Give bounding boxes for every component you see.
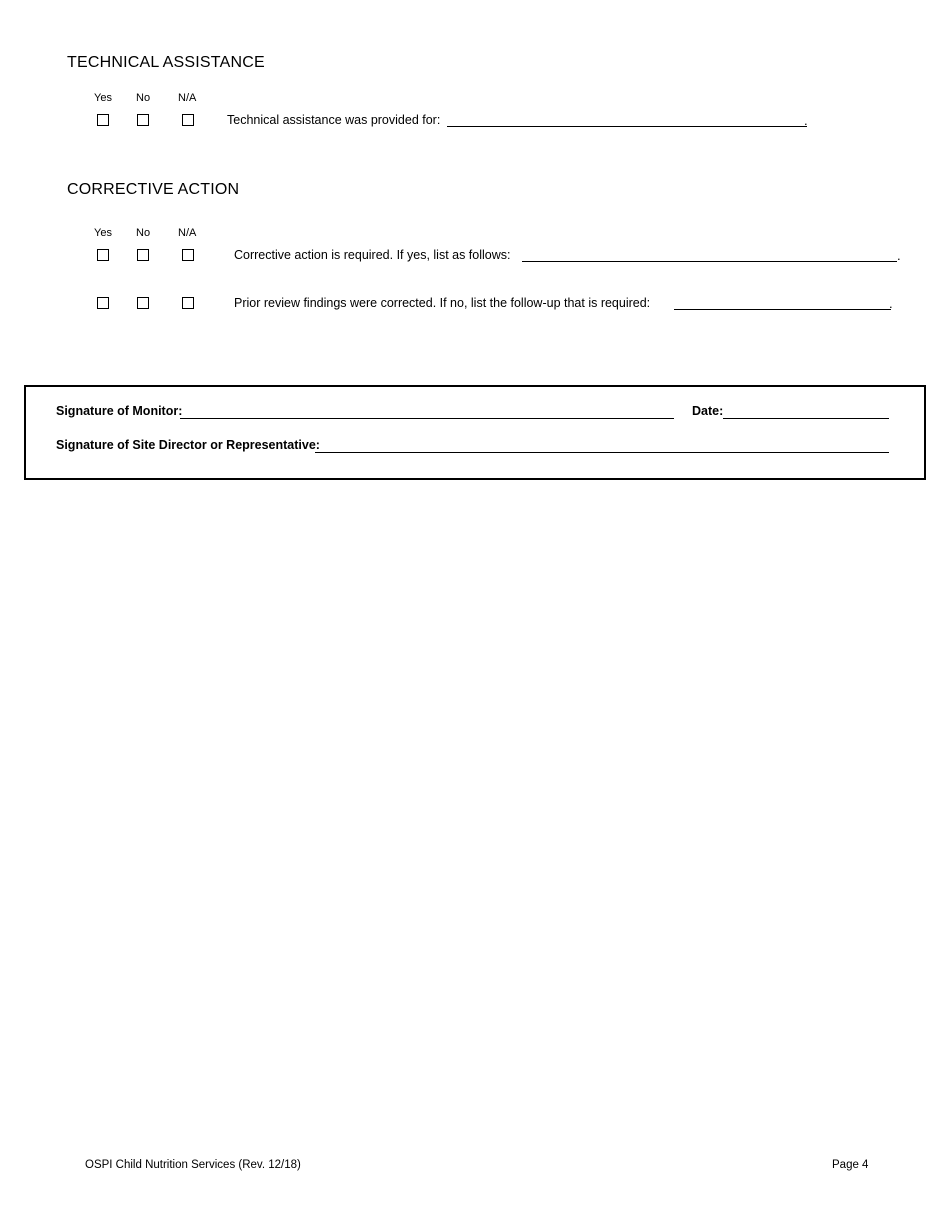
technical-assistance-na-checkbox[interactable] bbox=[182, 114, 194, 126]
corrective-action-required-na-checkbox[interactable] bbox=[182, 249, 194, 261]
column-label-yes: Yes bbox=[94, 92, 112, 104]
column-label-yes: Yes bbox=[94, 227, 112, 239]
monitor-signature-line[interactable] bbox=[180, 405, 674, 419]
prior-findings-corrected-question: Prior review findings were corrected. If no, list the follow-up that is required: bbox=[234, 296, 651, 310]
prior-findings-corrected-yes-checkbox[interactable] bbox=[97, 297, 109, 309]
column-label-na: N/A bbox=[178, 92, 197, 104]
technical-assistance-yes-checkbox[interactable] bbox=[97, 114, 109, 126]
technical-assistance-terminator: . bbox=[804, 113, 808, 128]
corrective-action-required-terminator: . bbox=[897, 248, 901, 263]
corrective-action-required-yes-checkbox[interactable] bbox=[97, 249, 109, 261]
date-label: Date: bbox=[692, 404, 724, 418]
technical-assistance-answer-line[interactable] bbox=[447, 113, 807, 127]
date-line[interactable] bbox=[723, 405, 889, 419]
prior-findings-corrected-no-checkbox[interactable] bbox=[137, 297, 149, 309]
column-label-no: No bbox=[136, 227, 151, 239]
corrective-action-required-no-checkbox[interactable] bbox=[137, 249, 149, 261]
monitor-signature-label: Signature of Monitor: bbox=[56, 404, 183, 418]
site-director-signature-label: Signature of Site Director or Representative: bbox=[56, 438, 320, 452]
footer-page-number: Page 4 bbox=[832, 1159, 869, 1171]
signature-box bbox=[24, 385, 926, 480]
technical-assistance-no-checkbox[interactable] bbox=[137, 114, 149, 126]
column-label-no: No bbox=[136, 92, 151, 104]
technical-assistance-question: Technical assistance was provided for: bbox=[227, 113, 441, 127]
corrective-action-required-question: Corrective action is required. If yes, list as follows: bbox=[234, 248, 511, 262]
corrective-action-heading: CORRECTIVE ACTION bbox=[67, 181, 240, 198]
prior-findings-follow-up-line[interactable] bbox=[674, 296, 891, 310]
technical-assistance-heading: TECHNICAL ASSISTANCE bbox=[67, 54, 265, 71]
column-label-na: N/A bbox=[178, 227, 197, 239]
site-director-signature-line[interactable] bbox=[315, 439, 889, 453]
footer-revision: OSPI Child Nutrition Services (Rev. 12/18) bbox=[85, 1159, 301, 1171]
prior-findings-corrected-na-checkbox[interactable] bbox=[182, 297, 194, 309]
corrective-action-required-answer-line[interactable] bbox=[522, 248, 897, 262]
prior-findings-terminator: . bbox=[889, 296, 893, 311]
